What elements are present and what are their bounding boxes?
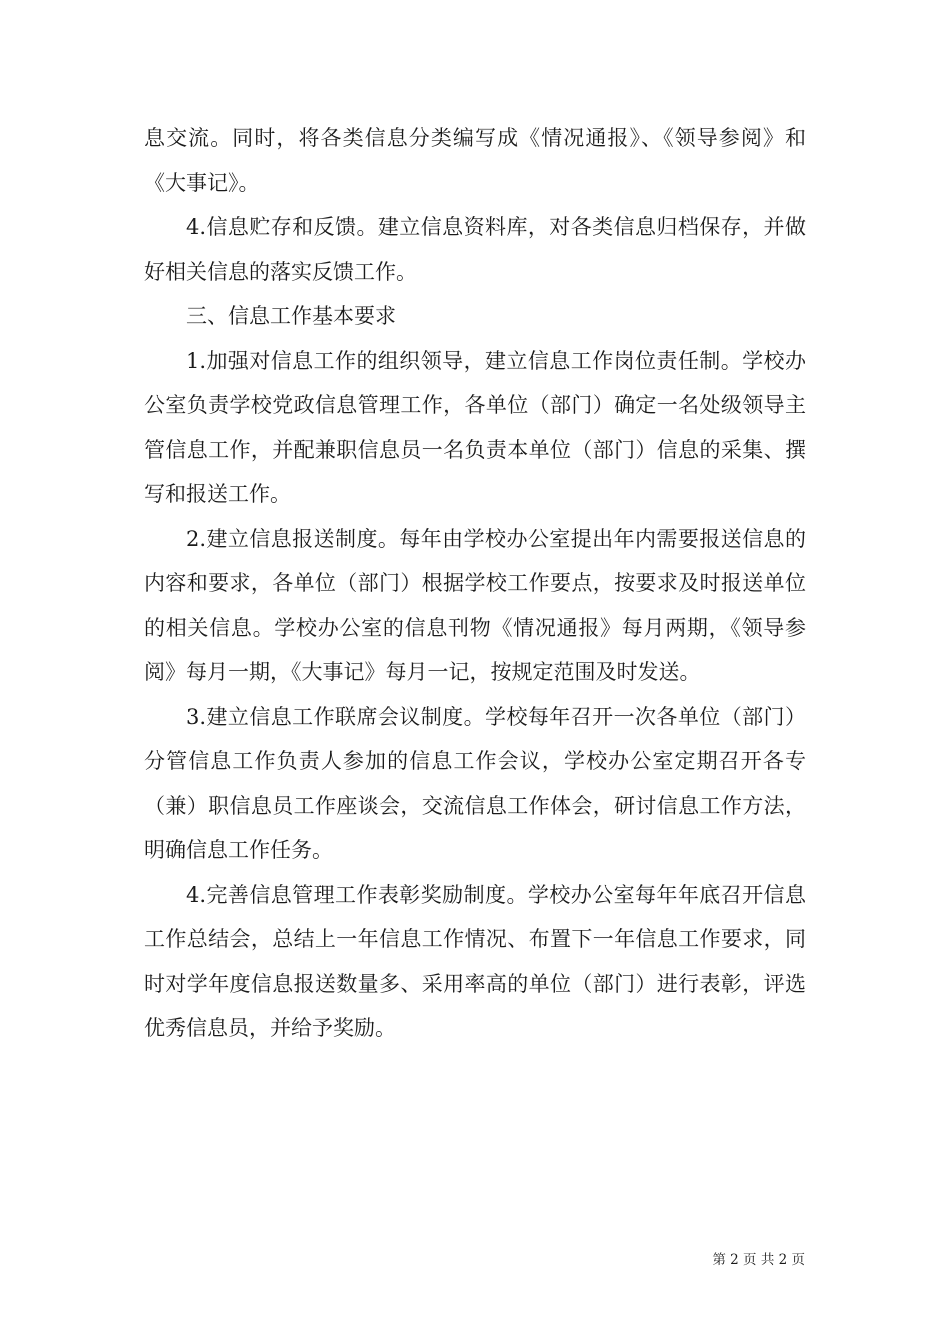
document-body [144,116,806,1051]
paragraph-item-4-awards: 4.完善信息管理工作表彰奖励制度。学校办公室每年年底召开信息工作总结会，总结上一年信息工作情况、布置下一年信息工作要求，同时对学年度信息报送数量多、采用率高的单位（部门）进行表彰，评选优秀信息员，并给予奖励。 [144,882,806,1040]
paragraph-item-3-meetings: 3.建立信息工作联席会议制度。学校每年召开一次各单位（部门）分管信息工作负责人参加的信息工作会议，学校办公室定期召开各专（兼）职信息员工作座谈会，交流信息工作体会，研讨信息工作方法，明确信息工作任务。 [144,704,806,862]
paragraph-item-4-storage: 4.信息贮存和反馈。建立信息资料库，对各类信息归档保存，并做好相关信息的落实反馈工作。 [144,215,806,284]
paragraph-item-1-leadership: 1.加强对信息工作的组织领导，建立信息工作岗位责任制。学校办公室负责学校党政信息管理工作，各单位（部门）确定一名处级领导主管信息工作，并配兼职信息员一名负责本单位（部门）信息的采集、撰写和报送工作。 [144,348,806,506]
page-number-footer: 第 2 页 共 2 页 [712,1252,805,1268]
section-heading-requirements: 三、信息工作基本要求 [186,304,396,328]
paragraph-item-2-reporting: 2.建立信息报送制度。每年由学校办公室提出年内需要报送信息的内容和要求，各单位（部门）根据学校工作要点，按要求及时报送单位的相关信息。学校办公室的信息刊物《情况通报》每月两期，《领导参阅》每月一期，《大事记》每月一记，按规定范围及时发送。 [144,526,806,684]
paragraph-continuation: 息交流。同时，将各类信息分类编写成《情况通报》、《领导参阅》和《大事记》。 [144,126,806,195]
